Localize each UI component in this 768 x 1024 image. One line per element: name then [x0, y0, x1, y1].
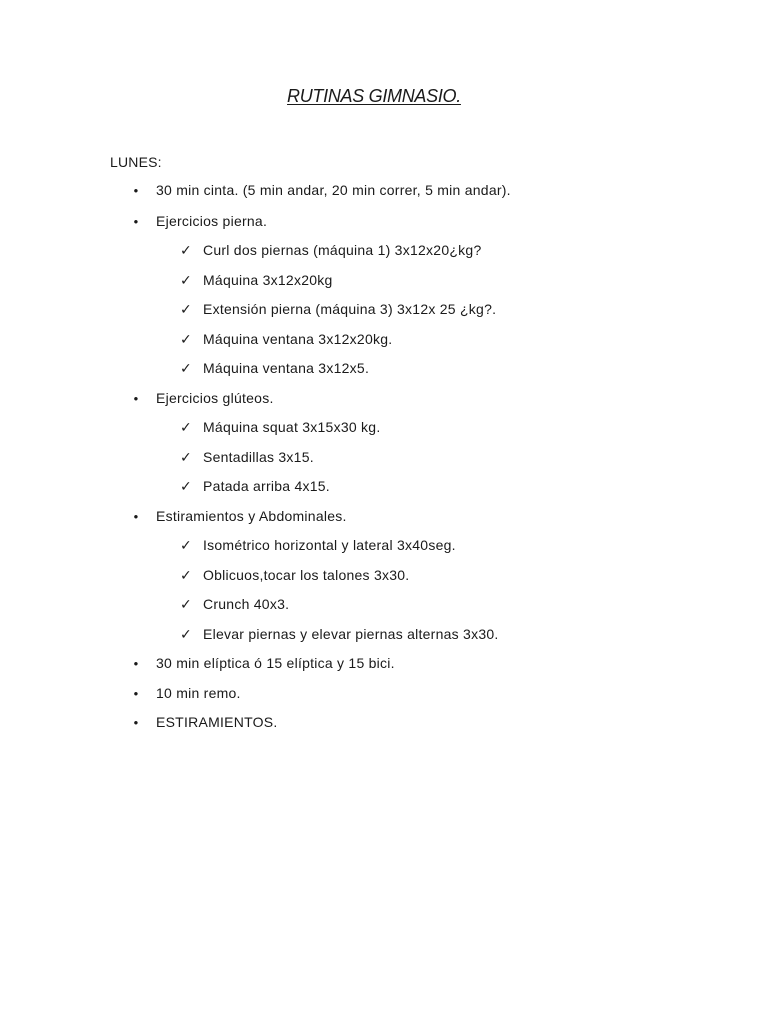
sub-list-item: [0, 413, 768, 443]
list-item: [0, 176, 768, 207]
list-item-text: ESTIRAMIENTOS.: [156, 714, 278, 730]
checkmark-icon: ✓: [180, 566, 192, 583]
sub-list-item: [0, 620, 768, 650]
bullet-icon: •: [133, 508, 139, 524]
list-item-text: Ejercicios pierna.: [156, 212, 268, 229]
list-item: [0, 708, 768, 738]
bullet-icon: •: [133, 213, 139, 229]
checkmark-icon: ✓: [180, 478, 192, 494]
list-item: [0, 502, 768, 532]
list-item-text: Isométrico horizontal y lateral 3x40seg.: [203, 537, 456, 553]
sub-list-item: [0, 443, 768, 473]
list-item-text: Curl dos piernas (máquina 1) 3x12x20¿kg?: [203, 242, 482, 258]
list-item: [0, 207, 768, 237]
list-item: [0, 649, 768, 679]
sub-list-item: [0, 236, 768, 266]
sub-list-item: [0, 354, 768, 384]
bullet-icon: •: [133, 656, 139, 671]
bullet-icon: •: [133, 685, 139, 701]
checkmark-icon: ✓: [180, 625, 192, 642]
list-item-text: Máquina 3x12x20kg: [203, 271, 333, 288]
checkmark-icon: ✓: [180, 537, 192, 553]
checkmark-icon: ✓: [180, 419, 192, 435]
sub-list-item: [0, 561, 768, 591]
list-item: [0, 384, 768, 414]
checkmark-icon: ✓: [180, 360, 192, 376]
sub-list-item: [0, 590, 768, 620]
bullet-icon: •: [133, 715, 139, 730]
bullet-icon: •: [133, 183, 139, 198]
list-item-text: Patada arriba 4x15.: [203, 478, 330, 494]
document-title: RUTINAS GIMNASIO.: [287, 86, 461, 106]
checkmark-icon: ✓: [180, 448, 192, 465]
sub-list-item: [0, 531, 768, 561]
sub-list-item: [0, 295, 768, 325]
list-item-text: Ejercicios glúteos.: [156, 389, 274, 406]
sub-list-item: [0, 325, 768, 355]
list-item-text: Elevar piernas y elevar piernas alternas 3x30.: [203, 625, 499, 642]
list-item-text: Extensión pierna (máquina 3) 3x12x 25 ¿kg?.: [203, 301, 497, 317]
list-item-text: Máquina ventana 3x12x20kg.: [203, 330, 393, 347]
sub-list-item: [0, 266, 768, 296]
list-item: [0, 679, 768, 709]
checkmark-icon: ✓: [180, 596, 192, 612]
list-item-text: Crunch 40x3.: [203, 596, 290, 612]
list-item-text: 30 min elíptica ó 15 elíptica y 15 bici.: [156, 655, 395, 671]
list-item-text: Estiramientos y Abdominales.: [156, 507, 347, 524]
bullet-icon: •: [133, 390, 139, 406]
list-item-text: 10 min remo.: [156, 684, 241, 701]
routine-list: [0, 176, 768, 738]
list-item-text: Máquina ventana 3x12x5.: [203, 360, 370, 376]
checkmark-icon: ✓: [180, 242, 192, 258]
list-item-text: 30 min cinta. (5 min andar, 20 min correr, 5 min andar).: [156, 182, 511, 198]
sub-list-item: [0, 472, 768, 502]
day-label: LUNES:: [110, 154, 162, 170]
checkmark-icon: ✓: [180, 301, 192, 317]
checkmark-icon: ✓: [180, 330, 192, 347]
checkmark-icon: ✓: [180, 271, 192, 288]
list-item-text: Máquina squat 3x15x30 kg.: [203, 419, 381, 435]
list-item-text: Sentadillas 3x15.: [203, 448, 314, 465]
list-item-text: Oblicuos,tocar los talones 3x30.: [203, 566, 410, 583]
